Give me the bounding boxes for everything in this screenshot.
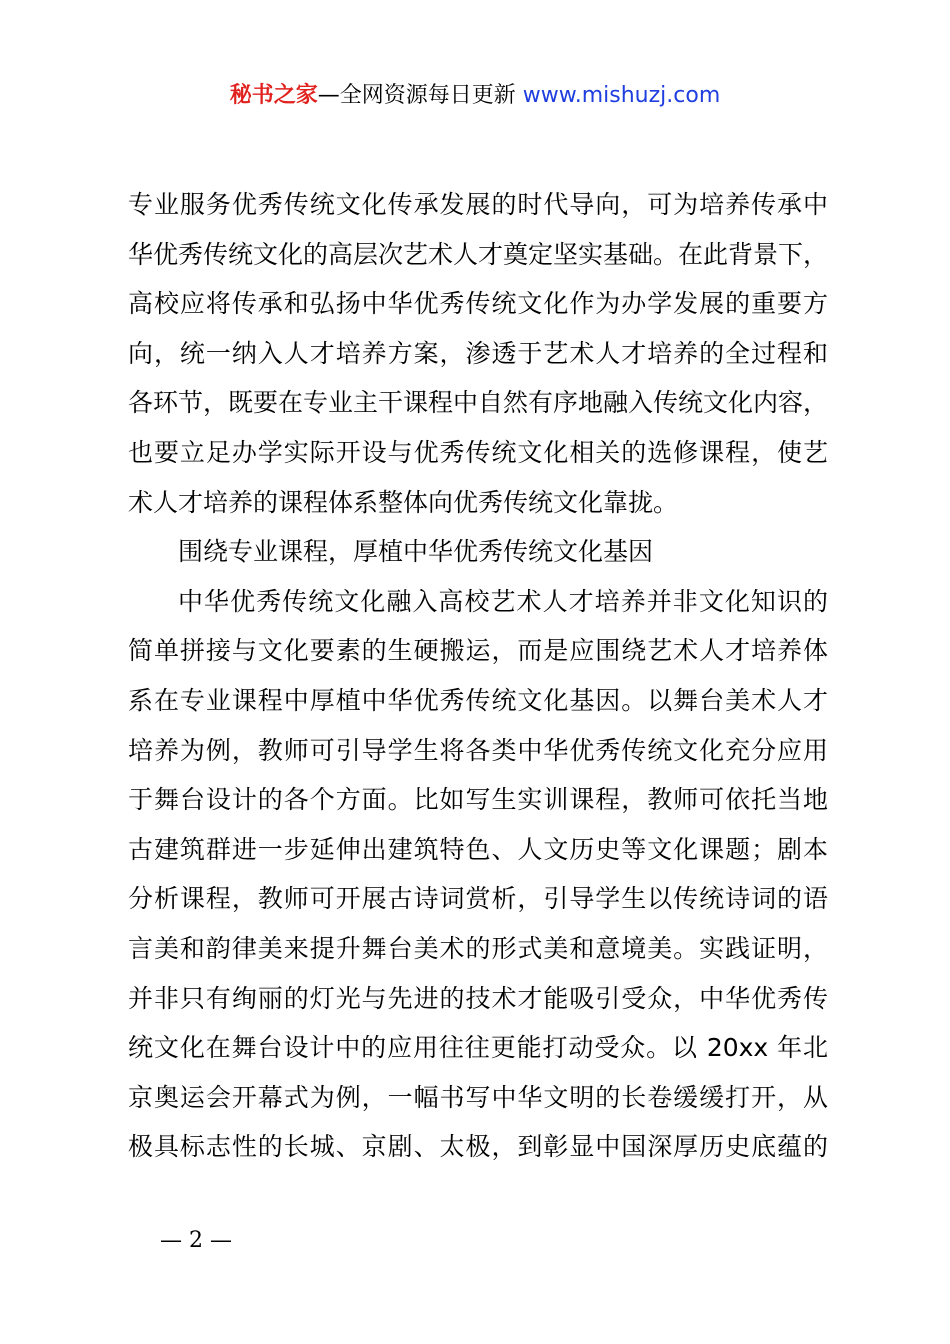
- text-line: 各环节，既要在专业主干课程中自然有序地融入传统文化内容，: [128, 388, 828, 418]
- text-line: 京奥运会开幕式为例，一幅书写中华文明的长卷缓缓打开，从: [128, 1082, 828, 1112]
- page-header: [0, 80, 950, 112]
- text-line: 统文化在舞台设计中的应用往往更能打动受众。以 20xx 年北: [128, 1033, 828, 1063]
- text-line: 也要立足办学实际开设与优秀传统文化相关的选修课程，使艺: [128, 437, 828, 467]
- document-body: [128, 180, 828, 1172]
- text-line: 专业服务优秀传统文化传承发展的时代导向，可为培养传承中: [128, 190, 828, 219]
- page-number: — 2 —: [160, 1228, 232, 1253]
- text-line: 于舞台设计的各个方面。比如写生实训课程，教师可依托当地: [128, 785, 828, 815]
- text-line: 术人才培养的课程体系整体向优秀传统文化靠拢。: [128, 487, 679, 517]
- header-tagline: —全网资源每日更新: [317, 83, 516, 108]
- header-brand: 秘书之家: [229, 83, 318, 108]
- text-line: 言美和韵律美来提升舞台美术的形式美和意境美。实践证明，: [128, 933, 828, 963]
- text-line: 培养为例，教师可引导学生将各类中华优秀传统文化充分应用: [128, 735, 828, 765]
- text-line: 极具标志性的长城、京剧、太极，到彰显中国深厚历史底蕴的: [128, 1132, 828, 1162]
- text-line: 系在专业课程中厚植中华优秀传统文化基因。以舞台美术人才: [128, 685, 828, 715]
- text-line: 中华优秀传统文化融入高校艺术人才培养并非文化知识的: [178, 586, 828, 616]
- text-line: 并非只有绚丽的灯光与先进的技术才能吸引受众，中华优秀传: [128, 983, 828, 1013]
- text-line: 古建筑群进一步延伸出建筑特色、人文历史等文化课题；剧本: [128, 834, 828, 864]
- text-line: 华优秀传统文化的高层次艺术人才奠定坚实基础。在此背景下，: [128, 239, 828, 269]
- text-line: 围绕专业课程，厚植中华优秀传统文化基因: [178, 537, 654, 567]
- paragraph: [128, 180, 828, 527]
- text-line: 向，统一纳入人才培养方案，渗透于艺术人才培养的全过程和: [128, 338, 828, 368]
- text-line: 简单拼接与文化要素的生硬搬运，而是应围绕艺术人才培养体: [128, 636, 828, 666]
- text-line: 高校应将传承和弘扬中华优秀传统文化作为办学发展的重要方: [128, 289, 828, 319]
- text-line: 分析课程，教师可开展古诗词赏析，引导学生以传统诗词的语: [128, 884, 828, 914]
- section-heading: [128, 527, 828, 577]
- header-url-link[interactable]: www.mishuzj.com: [522, 83, 721, 108]
- paragraph: [128, 577, 828, 1172]
